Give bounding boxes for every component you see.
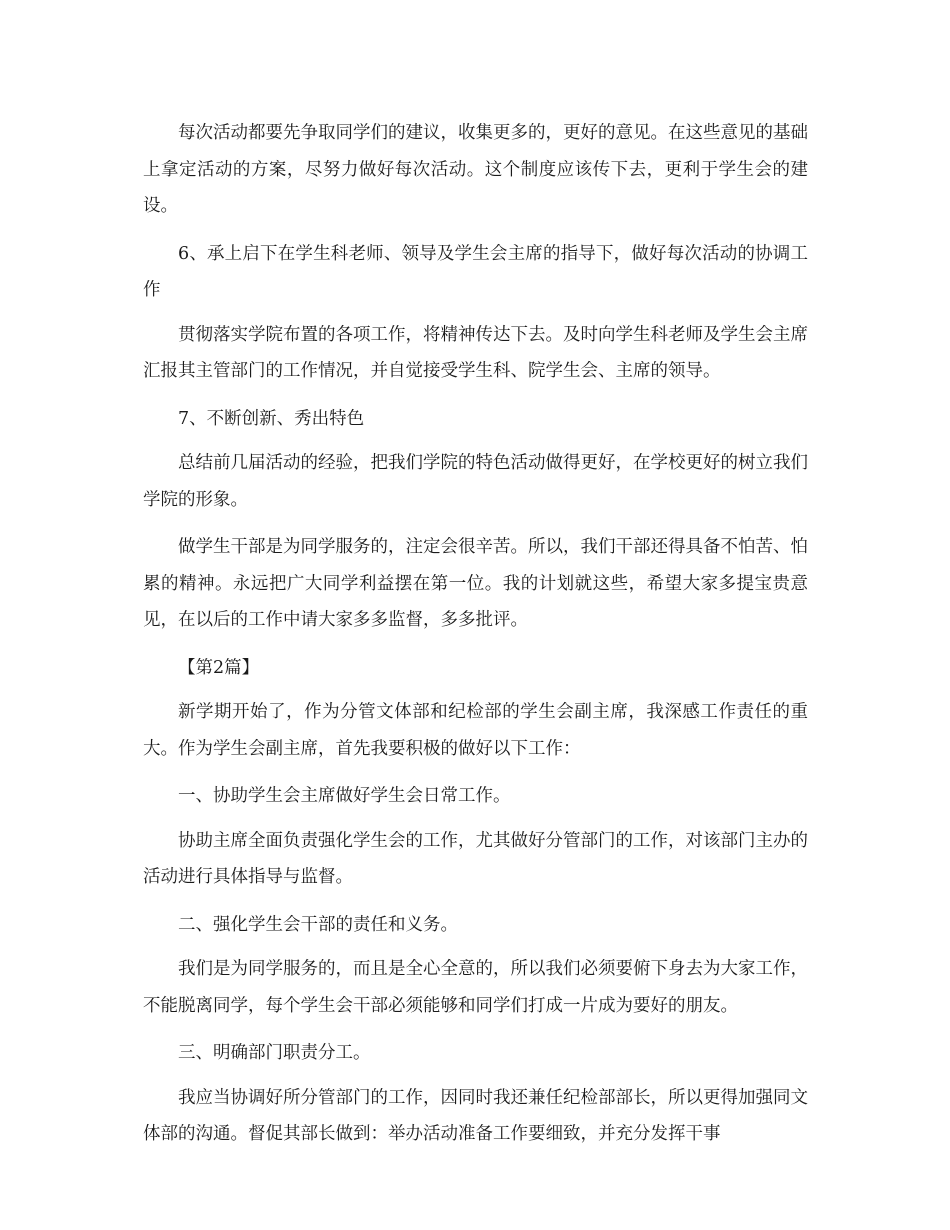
section-heading-three: 三、明确部门职责分工。 (178, 1043, 371, 1063)
paragraph-5: 总结前几届活动的经验，把我们学院的特色活动做得更好，在学校更好的树立我们学院的形象。 (143, 453, 808, 510)
section-heading-6: 6、承上启下在学生科老师、领导及学生会主席的指导下，做好每次活动的协调工作 (143, 243, 808, 300)
paragraph-14: 我应当协调好所分管部门的工作，因同时我还兼任纪检部部长，所以更得加强同文体部的沟通。督促其部长做到：举办活动准备工作要细致，并充分发挥干事 (143, 1087, 808, 1144)
document-body (143, 115, 808, 1164)
section-heading-7: 7、不断创新、秀出特色 (178, 408, 365, 429)
paragraph-8: 新学期开始了，作为分管文体部和纪检部的学生会副主席，我深感工作责任的重大。作为学生会副主席，首先我要积极的做好以下工作： (143, 702, 808, 759)
paragraph-12: 我们是为同学服务的，而且是全心全意的，所以我们必须要俯下身去为大家工作，不能脱离同学，每个学生会干部必须能够和同学们打成一片成为要好的朋友。 (143, 959, 808, 1016)
section-heading-one: 一、协助学生会主席做好学生会日常工作。 (178, 786, 511, 806)
section-heading-two: 二、强化学生会干部的责任和义务。 (178, 914, 458, 935)
paragraph-6: 做学生干部是为同学服务的，注定会很辛苦。所以，我们干部还得具备不怕苦、怕累的精神。永远把广大同学利益摆在第一位。我的计划就这些，希望大家多提宝贵意见，在以后的工作中请大家多多监督，多多批评。 (143, 537, 808, 630)
paragraph-1: 每次活动都要先争取同学们的建议，收集更多的，更好的意见。在这些意见的基础上拿定活动的方案，尽努力做好每次活动。这个制度应该传下去，更利于学生会的建设。 (143, 123, 808, 216)
article-heading-2: 【第2篇】 (178, 657, 260, 678)
paragraph-3: 贯彻落实学院布置的各项工作，将精神传达下去。及时向学生科老师及学生会主席汇报其主管部门的工作情况，并自觉接受学生科、院学生会、主席的领导。 (143, 324, 808, 381)
paragraph-10: 协助主席全面负责强化学生会的工作，尤其做好分管部门的工作，对该部门主办的活动进行具体指导与监督。 (143, 830, 808, 887)
